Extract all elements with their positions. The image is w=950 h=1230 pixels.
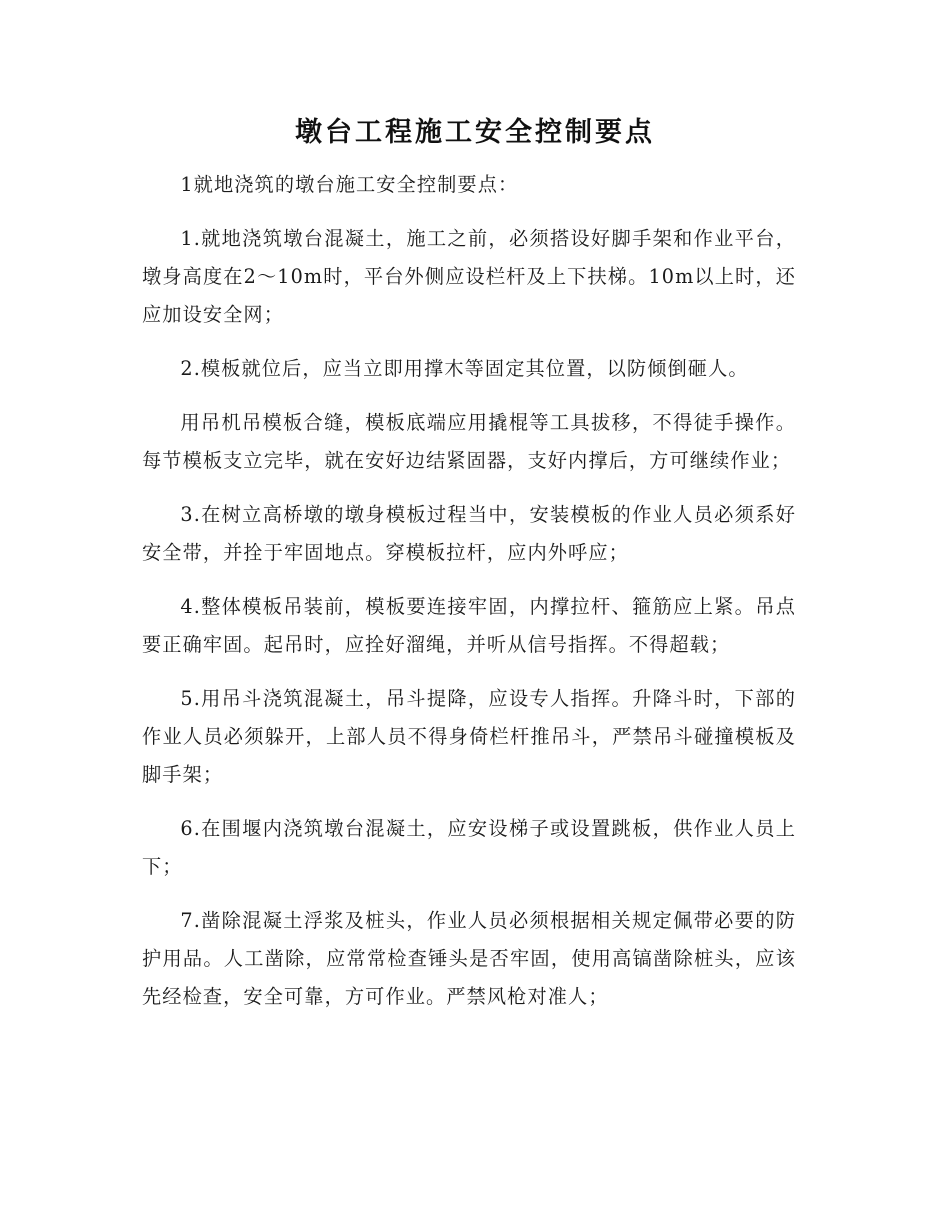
paragraph-item-2-continued: 用吊机吊模板合缝，模板底端应用撬棍等工具拔移，不得徒手操作。每节模板支立完毕，就在安好边结紧固器，支好内撑后，方可继续作业； [142,411,796,472]
paragraph-item-7: 7.凿除混凝土浮浆及桩头，作业人员必须根据相关规定佩带必要的防护用品。人工凿除，应常常检查锤头是否牢固，使用高镐凿除桩头，应该先经检查，安全可靠，方可作业。严禁风枪对准人； [142,909,796,1008]
paragraph-item-2: 2.模板就位后，应当立即用撑木等固定其位置，以防倾倒砸人。 [180,357,749,380]
paragraph-item-1: 1.就地浇筑墩台混凝土，施工之前，必须搭设好脚手架和作业平台，墩身高度在2～10m时，平台外侧应设栏杆及上下扶梯。10m以上时，还应加设安全网； [142,227,796,326]
paragraph-item-4: 4.整体模板吊装前，模板要连接牢固，内撑拉杆、箍筋应上紧。吊点要正确牢固。起吊时，应拴好溜绳，并听从信号指挥。不得超载； [142,595,796,656]
section-heading: 1就地浇筑的墩台施工安全控制要点： [180,173,519,196]
page-title: 墩台工程施工安全控制要点 [295,117,655,148]
paragraph-item-6: 6.在围堰内浇筑墩台混凝土，应安设梯子或设置跳板，供作业人员上下； [142,817,796,878]
paragraph-item-5: 5.用吊斗浇筑混凝土，吊斗提降，应设专人指挥。升降斗时，下部的作业人员必须躲开，上部人员不得身倚栏杆推吊斗，严禁吊斗碰撞模板及脚手架； [142,687,796,786]
paragraph-item-3: 3.在树立高桥墩的墩身模板过程当中，安装模板的作业人员必须系好安全带，并拴于牢固地点。穿模板拉杆，应内外呼应； [142,503,796,564]
document-body [142,166,796,1032]
